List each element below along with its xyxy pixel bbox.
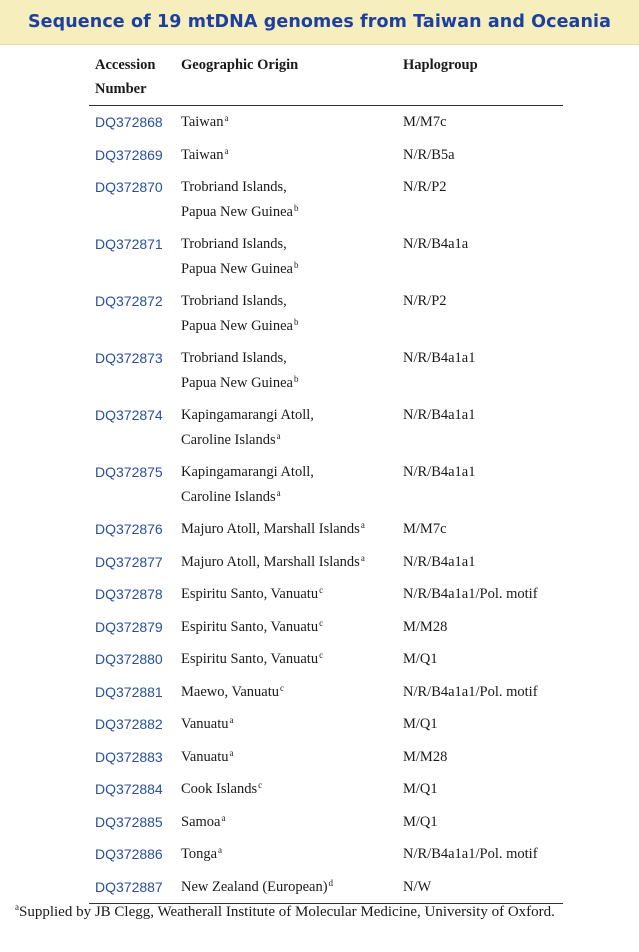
footnote-marker: a (229, 747, 234, 758)
footnote-marker: a (276, 430, 281, 441)
table-row (89, 773, 563, 806)
haplogroup-cell: N/R/B4a1a1 (403, 407, 476, 423)
footnote-marker: a (221, 812, 226, 823)
table-body (89, 106, 563, 904)
haplogroup-cell: M/Q1 (403, 651, 438, 667)
origin-text: Kapingamarangi Atoll, (181, 407, 314, 423)
accession-link[interactable]: DQ372873 (95, 350, 163, 366)
origin-text: Espiritu Santo, Vanuatu (181, 586, 319, 602)
genome-table (89, 51, 563, 904)
accession-link[interactable]: DQ372880 (95, 651, 163, 667)
origin-cell (175, 228, 397, 285)
table-row (89, 399, 563, 456)
origin-text: Kapingamarangi Atoll, (181, 464, 314, 480)
origin-text: Papua New Guinea (181, 374, 293, 391)
accession-link[interactable]: DQ372885 (95, 813, 163, 830)
origin-text: Papua New Guinea (181, 260, 293, 277)
table-row (89, 456, 563, 513)
footnote-marker: b (293, 316, 299, 327)
footnote-marker: c (280, 682, 284, 693)
haplogroup-cell: N/R/B4a1a1 (403, 464, 476, 480)
haplogroup-cell: M/Q1 (403, 813, 438, 830)
accession-link[interactable]: DQ372868 (95, 114, 163, 130)
origin-text: Trobriand Islands, (181, 236, 287, 252)
haplogroup-cell: M/M28 (403, 748, 448, 765)
footnote-marker: c (258, 780, 263, 790)
footnote-text: Supplied by JB Clegg, Weatherall Institute of Molecular Medicine, University of Oxford. (19, 904, 555, 920)
origin-cell (175, 643, 397, 676)
footnote-marker: a (224, 113, 229, 123)
footnote-marker: a (224, 145, 229, 156)
title-banner (0, 0, 639, 45)
accession-link[interactable]: DQ372882 (95, 716, 163, 732)
origin-cell (175, 578, 397, 611)
banner-title: Sequence of 19 mtDNA genomes from Taiwan and Oceania (27, 12, 612, 32)
footnote-marker: a (360, 552, 365, 563)
footnote-marker: c (319, 617, 324, 628)
table-row (89, 513, 563, 546)
table-row (89, 838, 563, 871)
haplogroup-cell: N/R/B5a (403, 146, 455, 163)
table-row (89, 106, 563, 139)
origin-cell (175, 741, 397, 774)
accession-link[interactable]: DQ372870 (95, 179, 163, 195)
origin-cell (175, 285, 397, 342)
table-row (89, 643, 563, 676)
footnote-marker: a (229, 715, 234, 725)
accession-link[interactable]: DQ372878 (95, 586, 163, 602)
haplogroup-cell: M/M7c (403, 521, 447, 537)
accession-link[interactable]: DQ372869 (95, 146, 163, 163)
footnote-marker: c (319, 585, 324, 595)
footnote-marker: b (293, 259, 299, 270)
footnote-marker: b (293, 202, 299, 213)
haplogroup-cell: M/M7c (403, 114, 447, 130)
origin-cell (175, 171, 397, 228)
haplogroup-cell: N/R/P2 (403, 293, 447, 309)
origin-cell (175, 838, 397, 871)
origin-text: Vanuatu (181, 748, 229, 765)
table-row (89, 578, 563, 611)
table-row (89, 546, 563, 579)
origin-text: Trobriand Islands, (181, 293, 287, 309)
header-accession: Accession Number (89, 51, 175, 106)
origin-text: Samoa (181, 813, 221, 830)
accession-link[interactable]: DQ372884 (95, 781, 163, 797)
origin-text: Espiritu Santo, Vanuatu (181, 618, 319, 635)
origin-cell (175, 708, 397, 741)
origin-cell (175, 611, 397, 644)
haplogroup-cell: M/Q1 (403, 716, 438, 732)
origin-text: Trobriand Islands, (181, 179, 287, 195)
footnote-marker: a (276, 487, 281, 498)
haplogroup-cell: N/R/B4a1a1/Pol. motif (403, 846, 538, 862)
origin-cell (175, 676, 397, 709)
footnote-marker: c (319, 650, 324, 660)
accession-link[interactable]: DQ372871 (95, 236, 163, 252)
table-header-row (89, 51, 563, 106)
haplogroup-cell: N/R/B4a1a (403, 236, 469, 252)
origin-text: Espiritu Santo, Vanuatu (181, 651, 319, 667)
header-origin: Geographic Origin (175, 51, 397, 106)
haplogroup-cell: N/W (397, 871, 563, 904)
origin-text: Majuro Atoll, Marshall Islands (181, 553, 360, 570)
table-row (89, 611, 563, 644)
origin-cell (175, 456, 397, 513)
haplogroup-cell: N/R/B4a1a1 (403, 350, 476, 366)
accession-link[interactable]: DQ372876 (95, 521, 163, 537)
header-haplogroup: Haplogroup (397, 51, 563, 106)
accession-link[interactable]: DQ372874 (95, 407, 163, 423)
accession-link[interactable]: DQ372887 (89, 871, 175, 904)
origin-text: Caroline Islands (181, 431, 276, 448)
haplogroup-cell: N/R/B4a1a1 (403, 553, 476, 570)
table-row (89, 342, 563, 399)
origin-text: Caroline Islands (181, 488, 276, 505)
origin-text: Papua New Guinea (181, 317, 293, 334)
origin-text: Maewo, Vanuatu (181, 683, 279, 700)
haplogroup-cell: M/Q1 (403, 781, 438, 797)
accession-link[interactable]: DQ372877 (95, 553, 163, 570)
table-row (89, 676, 563, 709)
origin-cell (175, 513, 397, 546)
haplogroup-cell: M/M28 (403, 618, 448, 635)
origin-cell (175, 399, 397, 456)
accession-link[interactable]: DQ372883 (95, 748, 163, 765)
table-row (89, 806, 563, 839)
origin-cell (175, 546, 397, 579)
footnote (14, 898, 632, 927)
origin-text: Taiwan (181, 114, 224, 130)
origin-cell (175, 773, 397, 806)
accession-link[interactable]: DQ372875 (95, 464, 163, 480)
footnote-marker: d (328, 877, 334, 888)
table-row (89, 708, 563, 741)
origin-text: Majuro Atoll, Marshall Islands (181, 521, 360, 537)
origin-text: Papua New Guinea (181, 203, 293, 220)
origin-text: Vanuatu (181, 716, 229, 732)
accession-link[interactable]: DQ372886 (95, 846, 163, 862)
table-row (89, 228, 563, 285)
haplogroup-cell: N/R/B4a1a1/Pol. motif (403, 683, 538, 700)
table-row (89, 741, 563, 774)
origin-text: Taiwan (181, 146, 224, 163)
origin-text: Tonga (181, 846, 218, 862)
accession-link[interactable]: DQ372881 (95, 683, 163, 700)
haplogroup-cell: N/R/P2 (403, 179, 447, 195)
haplogroup-cell: N/R/B4a1a1/Pol. motif (403, 586, 538, 602)
origin-cell (175, 806, 397, 839)
table-row (89, 139, 563, 172)
origin-text: Cook Islands (181, 781, 258, 797)
origin-text: New Zealand (European) (181, 878, 328, 895)
table-row (89, 171, 563, 228)
table-row (89, 285, 563, 342)
origin-cell (175, 342, 397, 399)
accession-link[interactable]: DQ372879 (95, 618, 163, 635)
origin-text: Trobriand Islands, (181, 350, 287, 366)
accession-link[interactable]: DQ372872 (95, 293, 163, 309)
footnote-marker: b (293, 373, 299, 384)
footnote-marker: a (218, 845, 223, 855)
footnote-marker: a (15, 902, 19, 912)
origin-cell (175, 106, 397, 139)
footnote-marker: a (360, 520, 365, 530)
origin-cell (175, 139, 397, 172)
